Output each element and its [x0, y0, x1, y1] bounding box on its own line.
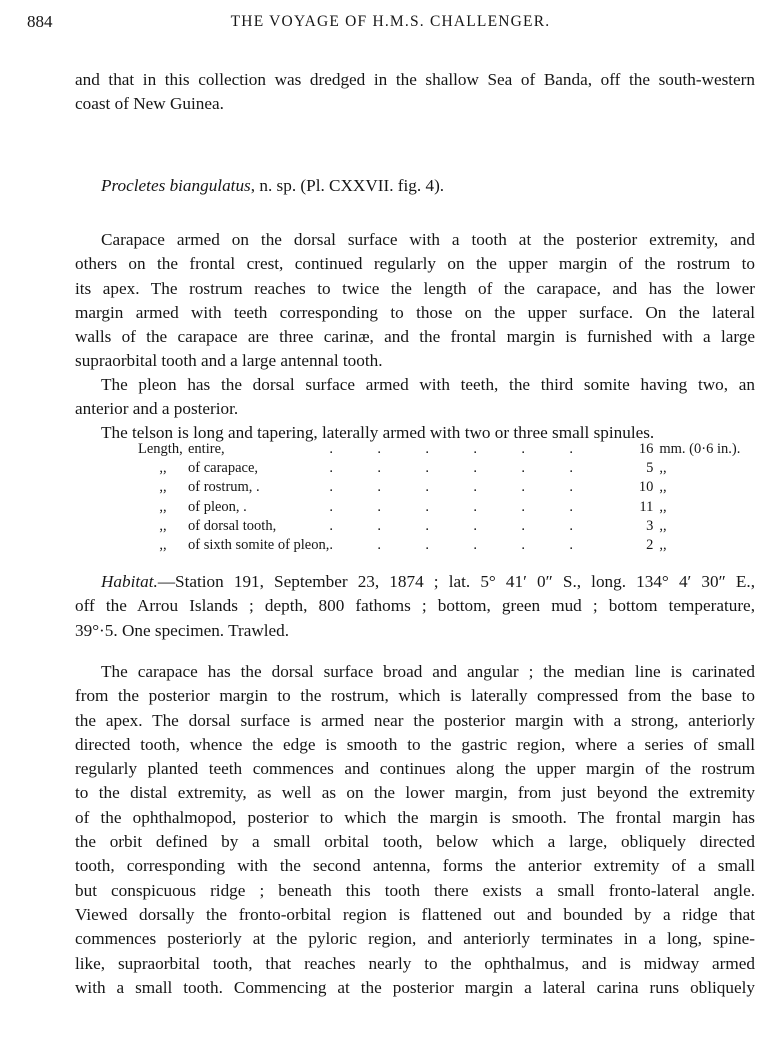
row-label: of dorsal tooth,: [188, 517, 277, 534]
species-name: Procletes biangulatus: [101, 176, 251, 195]
row-prefix: ,,: [159, 498, 167, 515]
text-line: of the ophthalmopod, posterior to which the margin is smooth. The frontal margin has: [75, 807, 755, 827]
row-unit: ,,: [659, 498, 667, 515]
species-heading-rest: , n. sp. (Pl. CXXVII. fig. 4).: [250, 176, 445, 195]
row-label: of sixth somite of pleon,: [188, 537, 330, 554]
text-line: coast of New Guinea.: [75, 94, 224, 114]
habitat-label: Habitat.: [101, 572, 158, 591]
text-line: others on the frontal crest, continued regularly on the upper margin of the rostrum to: [75, 254, 755, 274]
running-header: [27, 12, 754, 34]
text-line: The telson is long and tapering, laterally armed with two or three small spinules.: [101, 423, 655, 442]
leader-dots: . . . . . .: [329, 441, 573, 457]
row-value: 16: [638, 441, 654, 457]
measurement-row: [138, 459, 740, 478]
row-value: 2: [646, 537, 654, 554]
text-line: the orbit defined by a small orbital tooth, below which a large, obliquely directed: [75, 832, 755, 852]
text-line: commences posteriorly at the pyloric region, and anteriorly terminates in a long, spine-: [75, 929, 755, 949]
measurement-row: [138, 440, 740, 459]
text-line: but conspicuous ridge ; beneath this tooth there exists a small fronto-lateral angle.: [75, 880, 755, 900]
text-line: Viewed dorsally the fronto-orbital region is flattened out and bounded by a ridge that: [75, 904, 755, 924]
habitat-line: —Station 191, September 23, 1874 ; lat. 5° 41′ 0″ S., long. 134° 4′ 30″ E.,: [157, 572, 755, 591]
row-prefix: ,,: [159, 517, 167, 534]
row-label: of carapace,: [188, 460, 259, 477]
row-value: 10: [638, 479, 654, 496]
leader-dots: . . . . . .: [329, 479, 573, 496]
row-prefix: ,,: [159, 537, 167, 554]
text-line: like, supraorbital tooth, that reaches nearly to the ophthalmus, and is midway armed: [75, 953, 755, 973]
paragraph-carapace: [75, 660, 755, 1000]
row-value: 5: [646, 460, 654, 477]
row-label: of pleon, .: [188, 498, 247, 515]
text-line: the apex. The dorsal surface is armed near the posterior margin with a strong, anteriorly: [75, 710, 755, 730]
text-line: Carapace armed on the dorsal surface with a tooth at the posterior extremity, and: [101, 230, 755, 249]
row-prefix: ,,: [159, 479, 167, 496]
paragraph-pleon: [75, 373, 755, 422]
row-unit: ,,: [659, 479, 667, 496]
leader-dots: . . . . . .: [329, 460, 573, 477]
text-line: its apex. The rostrum reaches to twice the length of the carapace, and has the lower: [75, 278, 755, 298]
text-line: The carapace has the dorsal surface broad and angular ; the median line is carinated: [101, 662, 755, 681]
text-line: tooth, corresponding with the second antenna, forms the anterior extremity of a small: [75, 856, 755, 876]
measurements-table: [138, 440, 740, 555]
leader-dots: . . . . . .: [329, 498, 573, 515]
text-line: margin armed with teeth corresponding to those on the upper surface. On the lateral: [75, 302, 755, 322]
row-value: 11: [639, 498, 654, 515]
page-number: 884: [27, 12, 53, 31]
paragraph-1: [75, 68, 755, 117]
row-value: 3: [646, 517, 654, 534]
text-line: directed tooth, whence the edge is smooth to the gastric region, where a series of small: [75, 734, 755, 754]
habitat-line: 39°·5. One specimen. Trawled.: [75, 620, 290, 640]
text-line: walls of the carapace are three carinæ, and the frontal margin is furnished with a large: [75, 327, 755, 347]
measurement-row: [138, 517, 740, 536]
row-label: entire,: [188, 441, 225, 457]
row-unit: ,,: [659, 517, 667, 534]
habitat-line: off the Arrou Islands ; depth, 800 fathoms ; bottom, green mud ; bottom temperature,: [75, 596, 755, 616]
row-label: of rostrum, .: [188, 479, 260, 496]
row-unit: ,,: [659, 537, 667, 554]
measurement-row: [138, 498, 740, 517]
paragraph-description: [75, 228, 755, 374]
text-line: regularly planted teeth commences and continues along the upper margin of the rostrum: [75, 759, 755, 779]
row-prefix: ,,: [159, 460, 167, 477]
text-line: The pleon has the dorsal surface armed with teeth, the third somite having two, an: [101, 375, 755, 394]
running-title: THE VOYAGE OF H.M.S. CHALLENGER.: [230, 13, 551, 30]
measurement-row: [138, 536, 740, 555]
text-line: and that in this collection was dredged in the shallow Sea of Banda, off the south-western: [75, 70, 755, 89]
species-heading: [101, 174, 444, 198]
habitat-paragraph: [75, 570, 755, 643]
text-line: from the posterior margin to the rostrum, which is laterally compressed from the base to: [75, 686, 755, 706]
row-prefix: Length,: [138, 441, 183, 457]
row-unit: mm. (0·6 in.).: [659, 441, 741, 457]
leader-dots: . . . . . .: [329, 537, 573, 554]
row-unit: ,,: [659, 460, 667, 477]
measurement-row: [138, 478, 740, 497]
text-line: with a small tooth. Commencing at the posterior margin a lateral carina runs obliquely: [75, 977, 755, 997]
leader-dots: . . . . . .: [329, 517, 573, 534]
text-line: to the distal extremity, as well as on the lower margin, from just beyond the extremity: [75, 783, 755, 803]
text-line: supraorbital tooth and a large antennal tooth.: [75, 351, 383, 371]
text-line: anterior and a posterior.: [75, 399, 239, 419]
